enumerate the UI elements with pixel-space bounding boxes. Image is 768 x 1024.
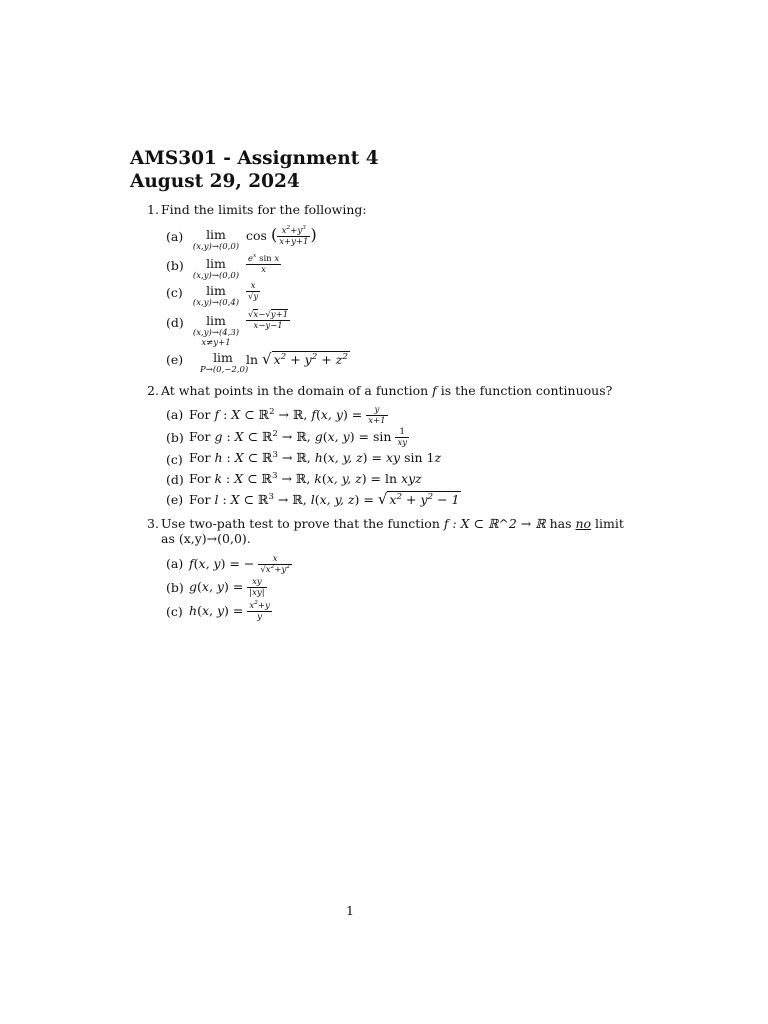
problem-2-prompt-variable: f: [432, 383, 437, 398]
limit-subscript: (x,y)→(0,4): [192, 298, 240, 308]
problem-2c-expression: For h : X ⊂ ℝ$^3$ → ℝ, h(x, y, z) = xy sin 1z: [189, 449, 442, 465]
problem-1b-limit: lim (x,y)→(0,0): [188, 257, 244, 281]
problem-2b-expression: For g : X ⊂ ℝ$^2$ → ℝ, g(x, y) = sin $\frac{1}{xy}$: [189, 427, 408, 448]
problem-1c-label: (c): [166, 285, 183, 300]
problem-2-prompt: [161, 383, 612, 399]
limit-subscript: P→(0,−2,0): [200, 365, 249, 375]
problem-1c-limit: lim (x,y)→(0,4): [188, 284, 244, 308]
problem-3-number: 3.: [147, 516, 159, 531]
problem-2-number: 2.: [147, 383, 159, 398]
problem-1a-expression: cos ( $\frac{x^2+y^3}{x+y+1}$ ): [246, 224, 317, 247]
limit-subscript: (x,y)→(0,0): [192, 242, 240, 252]
problem-2-prompt-text: At what points in the domain of a function: [161, 383, 433, 398]
page-title: AMS301 - Assignment 4: [130, 148, 379, 169]
problem-2e-label: (e): [166, 492, 184, 507]
problem-3-prompt-math: f : X ⊂ ℝ^2 → ℝ: [443, 516, 546, 531]
problem-1e-limit: lim P→(0,−2,0): [200, 350, 249, 375]
problem-2e-expression: For l : X ⊂ ℝ$^3$ → ℝ, l(x, y, z) = √ $x^2 + y^2 - 1$: [189, 490, 460, 508]
problem-1d-limit: lim (x,y)→(4,3) x≠y+1: [188, 314, 244, 348]
limit-condition: x≠y+1: [201, 338, 231, 348]
problem-1e-label: (e): [166, 352, 184, 367]
problem-3-prompt-line2: as (x,y)→(0,0).: [161, 531, 251, 546]
problem-3c-expression: h(x, y) = $\frac{x^2+y}{y}$: [189, 599, 270, 622]
problem-1e-expression: ln √ $x^2 + y^2 + z^2$: [246, 350, 348, 368]
problem-2d-expression: For k : X ⊂ ℝ$^3$ → ℝ, k(x, y, z) = ln xyz: [189, 470, 422, 486]
problem-2a-label: (a): [166, 407, 184, 422]
problem-3b-expression: g(x, y) = $\frac{xy}{|xy|}$: [189, 577, 265, 598]
problem-3a-expression: f(x, y) = − $\frac{x}{√x^2+y^2}$: [189, 554, 291, 575]
problem-3b-label: (b): [166, 580, 184, 595]
problem-3c-label: (c): [166, 604, 183, 619]
problem-3-prompt-mid: has: [545, 516, 576, 531]
limit-subscript: (x,y)→(4,3): [192, 328, 240, 338]
problem-3-prompt-text: Use two-path test to prove that the function: [161, 516, 444, 531]
problem-2d-label: (d): [166, 472, 184, 487]
problem-2a-expression: For f : X ⊂ ℝ$^2$ → ℝ, f(x, y) = $\frac{y}{x+1}$: [189, 405, 386, 426]
problem-1d-label: (d): [166, 315, 184, 330]
problem-1d-expression: $\frac{√x-√y+1}{x-y-1}$: [248, 310, 289, 331]
problem-3-prompt-emphasis: no: [575, 516, 592, 531]
problem-2-prompt-text-end: is the function continuous?: [436, 383, 613, 398]
problem-1-prompt: Find the limits for the following:: [161, 202, 367, 217]
problem-3a-label: (a): [166, 556, 184, 571]
page-number: 1: [346, 903, 354, 918]
problem-2c-label: (c): [166, 452, 183, 467]
problem-1a-label: (a): [166, 229, 184, 244]
problem-2b-label: (b): [166, 430, 184, 445]
problem-1a-limit: lim (x,y)→(0,0): [188, 228, 244, 252]
limit-subscript: (x,y)→(0,0): [192, 271, 240, 281]
problem-3-prompt-line1: [161, 516, 624, 532]
problem-1b-label: (b): [166, 258, 184, 273]
problem-1c-expression: $\frac{x}{√y}$: [248, 281, 259, 302]
problem-1-number: 1.: [147, 202, 159, 217]
problem-1b-expression: $\frac{e^x \sin x}{x}$: [248, 252, 280, 275]
page-date: August 29, 2024: [130, 171, 300, 192]
problem-3-prompt-end: limit: [591, 516, 624, 531]
